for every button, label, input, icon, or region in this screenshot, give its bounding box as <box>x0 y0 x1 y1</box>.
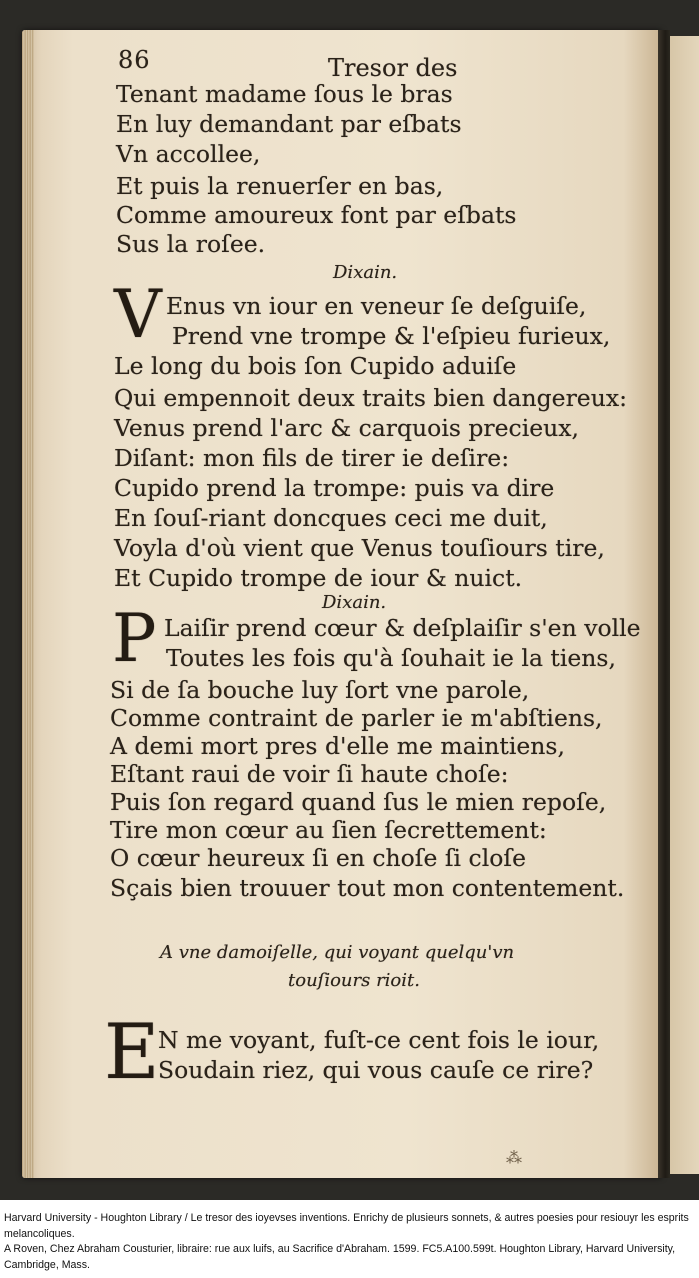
caption-line: A Roven, Chez Abraham Cousturier, libraire: rue aux luifs, au Sacrifice d'Abraham. 1599. FC5.A100.599t. Houghton Library, Harvard University, Cambridge, Mass. <box>4 1243 676 1271</box>
verse-line: Et Cupido trompe de iour & nuict. <box>114 564 523 592</box>
verse-line: Puis ſon regard quand ſus le mien repoſe, <box>110 788 607 816</box>
page-number: 86 <box>118 46 151 74</box>
verse-line: Vn accollee, <box>116 140 261 168</box>
verse-line: A demi mort pres d'elle me maintiens, <box>110 732 565 760</box>
poem-title: A vne damoiſelle, qui voyant quelqu'vn <box>160 942 515 963</box>
caption-line: Harvard University - Houghton Library / Le tresor des ioyevses inventions. Enrichy de plusieurs sonnets, & autres poesies pour resiouyr les esprits melancoliques. <box>4 1212 689 1240</box>
book-gutter <box>658 30 670 1178</box>
verse-line: N me voyant, fuſt-ce cent fois le iour, <box>158 1026 600 1054</box>
facing-page-edge <box>668 36 699 1174</box>
dixain-heading: Dixain. <box>322 592 387 613</box>
poem-title: touſiours rioit. <box>288 970 420 991</box>
verse-line: Tenant madame ſous le bras <box>116 80 453 108</box>
verse-line: Comme contraint de parler ie m'abſtiens, <box>110 704 603 732</box>
verse-line: Et puis la renuerſer en bas, <box>116 172 444 200</box>
verse-line: Enus vn iour en veneur ſe deſguiſe, <box>166 292 587 320</box>
verse-line: Venus prend l'arc & carquois precieux, <box>114 414 579 442</box>
verse-line: Tire mon cœur au ſien ſecrettement: <box>110 816 547 844</box>
running-head: Tresor des <box>328 54 458 82</box>
verse-line: Prend vne trompe & l'eſpieu furieux, <box>172 322 611 350</box>
verse-line: Diſant: mon fils de tirer ie deſire: <box>114 444 510 472</box>
dixain-heading: Dixain. <box>333 262 398 283</box>
verse-line: Voyla d'où vient que Venus touſiours tire, <box>114 534 605 562</box>
image-caption <box>4 1211 694 1273</box>
verse-line: Eſtant raui de voir ſi haute choſe: <box>110 760 509 788</box>
verse-line: En luy demandant par eſbats <box>116 110 462 138</box>
ornament-mark: ⁂ <box>506 1148 522 1167</box>
verse-line: En ſouſ-riant doncques ceci me duit, <box>114 504 548 532</box>
verse-line: Toutes les fois qu'à ſouhait ie la tiens, <box>166 644 616 672</box>
verse-line: Comme amoureux font par eſbats <box>116 201 517 229</box>
drop-cap: V <box>114 276 162 353</box>
verse-line: Le long du bois ſon Cupido aduiſe <box>114 352 517 380</box>
verse-line: Si de ſa bouche luy ſort vne parole, <box>110 676 530 704</box>
verse-line: Sus la roſee. <box>116 230 266 258</box>
verse-line: Laiſir prend cœur & deſplaiſir s'en volle <box>164 614 641 642</box>
verse-line: Soudain riez, qui vous cauſe ce rire? <box>158 1056 594 1084</box>
verse-line: Cupido prend la trompe: puis va dire <box>114 474 555 502</box>
page-stack-edge <box>22 30 34 1178</box>
drop-cap: P <box>112 600 157 677</box>
drop-cap: E <box>104 1007 160 1096</box>
verse-line: Sçais bien trouuer tout mon contentement. <box>110 874 625 902</box>
verse-line: O cœur heureux ſi en choſe ſi cloſe <box>110 844 526 872</box>
verse-line: Qui empennoit deux traits bien dangereux: <box>114 384 628 412</box>
